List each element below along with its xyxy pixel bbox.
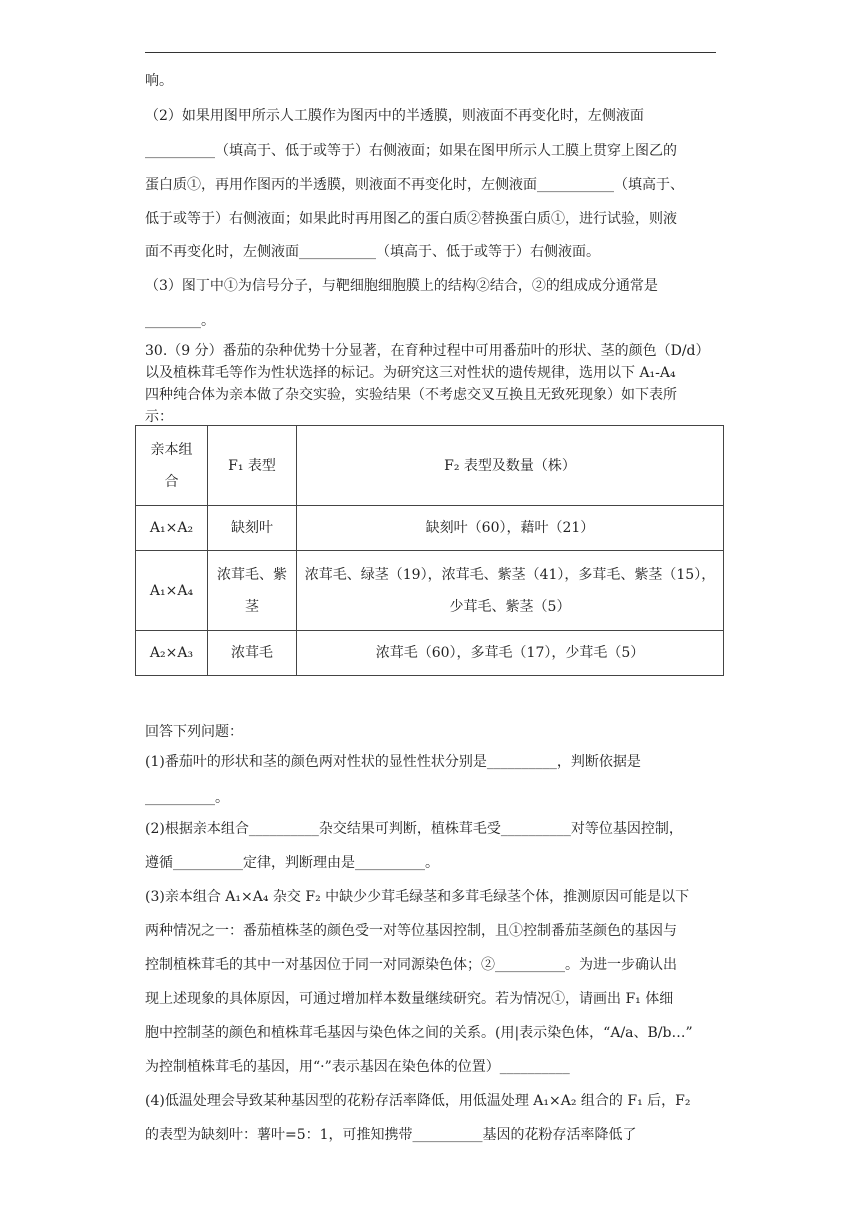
text-line: （2）如果用图甲所示人工膜作为图丙中的半透膜，则液面不再变化时，左侧液面 <box>145 108 644 124</box>
header-parent-combo: 亲本组 合 <box>136 426 208 506</box>
text-line: __________。 <box>145 790 229 806</box>
cell: 缺刻叶（60），藉叶（21） <box>297 506 724 551</box>
header-rule <box>145 52 716 53</box>
question-3: (3)亲本组合 A₁×A₄ 杂交 F₂ 中缺少少茸毛绿茎和多茸毛绿茎个体，推测原因可能是以下 <box>145 889 690 905</box>
header-f2: F₂ 表型及数量（株） <box>297 426 724 506</box>
text-line: 现上述现象的具体原因，可通过增加样本数量继续研究。若为情况①，请画出 F₁ 体细 <box>145 991 674 1007</box>
cell: 缺刻叶 <box>208 506 297 551</box>
cell: 浓茸毛（60），多茸毛（17），少茸毛（5） <box>297 631 724 676</box>
text-line: 示： <box>145 409 173 425</box>
text-line: 面不再变化时，左侧液面___________（填高于、低于或等于）右侧液面。 <box>145 244 600 260</box>
table-row <box>136 631 724 676</box>
results-table <box>135 425 724 676</box>
question-30-stem: 30.（9 分）番茄的杂种优势十分显著，在育种过程中可用番茄叶的形状、茎的颜色（D/d） <box>145 343 710 359</box>
text-line: （3）图丁中①为信号分子，与靶细胞细胞膜上的结构②结合，②的组成成分通常是 <box>145 278 658 294</box>
header-f1: F₁ 表型 <box>208 426 297 506</box>
cell: A₂×A₃ <box>136 631 208 676</box>
text-line: 控制植株茸毛的其中一对基因位于同一对同源染色体；②__________。为进一步确认出 <box>145 957 677 973</box>
cell: 浓茸毛、绿茎（19），浓茸毛、紫茎（41），多茸毛、紫茎（15）， 少茸毛、紫茎（5） <box>297 551 724 631</box>
text-line: ________。 <box>145 313 215 329</box>
text-line: 四种纯合体为亲本做了杂交实验，实验结果（不考虑交叉互换且无致死现象）如下表所 <box>145 387 677 403</box>
text-line: 的表型为缺刻叶：薯叶=5：1，可推知携带__________基因的花粉存活率降低了 <box>145 1127 637 1143</box>
text-line: 低于或等于）右侧液面；如果此时再用图乙的蛋白质②替换蛋白质①，进行试验，则液 <box>145 211 677 227</box>
cell: A₁×A₄ <box>136 551 208 631</box>
question-1: (1)番茄叶的形状和茎的颜色两对性状的显性性状分别是__________，判断依据是 <box>145 754 641 770</box>
cell: 浓茸毛 <box>208 631 297 676</box>
text-line: 以及植株茸毛等作为性状选择的标记。为研究这三对性状的遗传规律，选用以下 A₁-A₄ <box>145 365 676 381</box>
cell: A₁×A₂ <box>136 506 208 551</box>
text-line: 两种情况之一：番茄植株茎的颜色受一对等位基因控制，且①控制番茄茎颜色的基因与 <box>145 923 677 939</box>
text-line: 为控制植株茸毛的基因，用“·”表示基因在染色体的位置）__________ <box>145 1059 570 1075</box>
text-line: 遵循__________定律，判断理由是__________。 <box>145 855 439 871</box>
text-line: 胞中控制茎的颜色和植株茸毛基因与染色体之间的关系。(用|表示染色体，“A/a、B/b…” <box>145 1025 693 1041</box>
table-row <box>136 551 724 631</box>
text-line: 响。 <box>145 73 173 89</box>
text-line: __________（填高于、低于或等于）右侧液面；如果在图甲所示人工膜上贯穿上图乙的 <box>145 143 677 159</box>
table-header-row <box>136 426 724 506</box>
cell: 浓茸毛、紫 茎 <box>208 551 297 631</box>
questions-intro: 回答下列问题： <box>145 724 243 740</box>
table-row <box>136 506 724 551</box>
question-4: (4)低温处理会导致某种基因型的花粉存活率降低，用低温处理 A₁×A₂ 组合的 F₁ 后，F₂ <box>145 1093 691 1109</box>
question-2: (2)根据亲本组合__________杂交结果可判断，植株茸毛受__________对等位基因控制， <box>145 821 683 837</box>
text-line: 蛋白质①，再用作图丙的半透膜，则液面不再变化时，左侧液面___________（填高于、 <box>145 177 684 193</box>
